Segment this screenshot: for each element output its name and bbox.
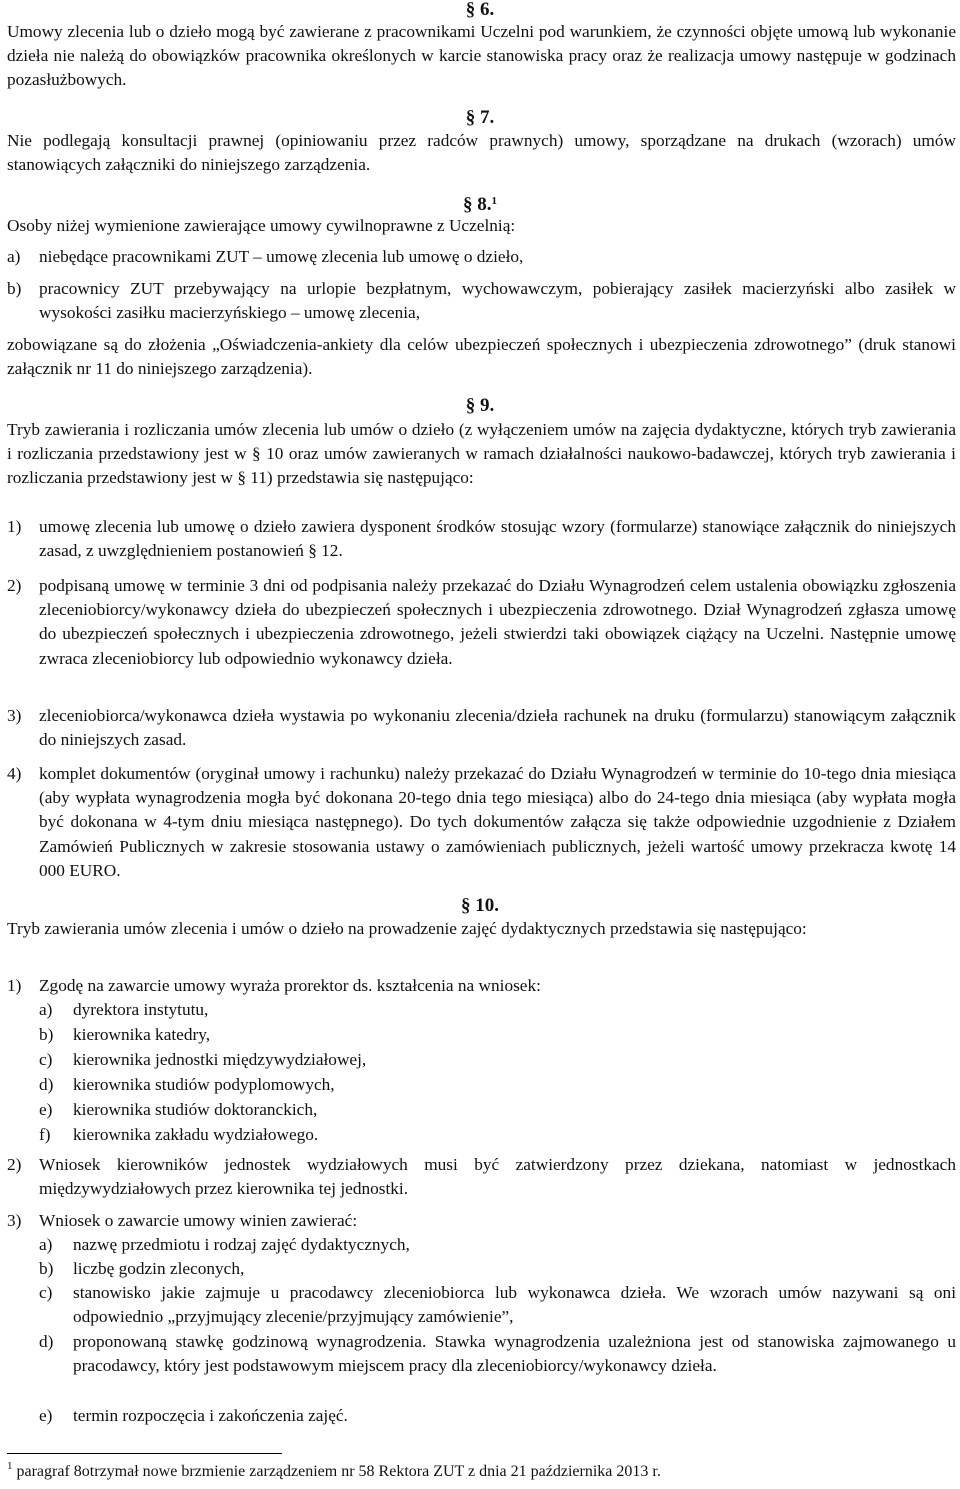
sub-item-a	[39, 1233, 956, 1257]
list-label: c)	[39, 1050, 53, 1069]
sub-item-d	[39, 1330, 956, 1378]
list-label: b)	[7, 279, 22, 298]
sub-item-f	[39, 1123, 956, 1147]
sub-item-b	[39, 1023, 956, 1047]
list-label: 3)	[7, 706, 22, 725]
list-label: e)	[39, 1100, 53, 1119]
list-label: a)	[39, 1000, 53, 1019]
section-9-item-2	[7, 574, 956, 671]
list-label: 3)	[7, 1211, 22, 1230]
list-item-text: nazwę przedmiotu i rodzaj zajęć dydaktycznych,	[73, 1235, 410, 1254]
list-item-text: podpisaną umowę w terminie 3 dni od podpisania należy przekazać do Działu Wynagrodzeń celem ustalenia obowiązku zgłoszenia zleceniobiorcy/wykonawcy dzieła do ubezpieczeń społecznych i ubezpieczenia zdrowotnego. Dział Wynagrodzeń zgłasza umowę do ubezpieczeń społecznych i ubezpieczenia zdrowotnego, jeżeli stwierdzi taki obowiązek ciążący na Uczelni. Następnie umowę zwraca zleceniobiorcy lub odpowiednio wykonawcy dzieła.	[39, 576, 956, 668]
list-item-text: kierownika zakładu wydziałowego.	[73, 1125, 319, 1144]
list-label: d)	[39, 1075, 54, 1094]
list-label: 4)	[7, 764, 22, 783]
section-6-heading: § 6.	[465, 0, 495, 20]
sub-item-c	[39, 1048, 956, 1072]
section-9-intro: Tryb zawierania i rozliczania umów zlecenia lub umów o dzieło (z wyłączeniem umów na zajęcia dydaktyczne, których tryb zawierania i rozliczania przedstawiony jest w § 10 oraz umów zawieranych w ramach działalności naukowo-badawczej, których tryb zawierania i rozliczania przedstawiony jest w § 11) przedstawia się następująco:	[7, 420, 956, 488]
section-8-item-a	[7, 245, 956, 269]
sub-item-c	[39, 1281, 956, 1329]
section-10-item-1	[7, 974, 956, 998]
list-item-text: pracownicy ZUT przebywający na urlopie bezpłatnym, wychowawczym, pobierający zasiłek macierzyński albo zasiłek w wysokości zasiłku macierzyńskiego – umowę zlecenia,	[39, 279, 956, 323]
list-label: b)	[39, 1259, 54, 1278]
list-item-text: liczbę godzin zleconych,	[73, 1259, 245, 1278]
list-label: 2)	[7, 576, 22, 595]
list-item-text: kierownika katedry,	[73, 1025, 211, 1044]
section-10-item-2	[7, 1153, 956, 1201]
section-6-text: Umowy zlecenia lub o dzieło mogą być zawierane z pracownikami Uczelni pod warunkiem, że czynności objęte umową lub wykonanie dzieła nie należą do obowiązków pracownika określonych w karcie stanowiska pracy oraz że realizacja umowy następuje w godzinach pozasłużbowych.	[7, 22, 956, 90]
list-item-text: termin rozpoczęcia i zakończenia zajęć.	[73, 1406, 348, 1425]
list-label: a)	[7, 247, 21, 266]
section-7-heading: § 7.	[465, 107, 495, 128]
list-item-text: komplet dokumentów (oryginał umowy i rachunku) należy przekazać do Działu Wynagrodzeń w terminie do 10-tego dnia miesiąca (aby wypłata wynagrodzenia mogła być dokonana 20-tego dnia tego miesiąca) albo do 24-tego dnia miesiąca (aby wypłata mogła być dokonana w 4-tym dniu miesiąca następnego). Do tych dokumentów załącza się także odpowiednie uzgodnienie z Działem Zamówień Publicznych w zakresie stosowania ustawy o zamówieniach publicznych, jeżeli wartość umowy przekracza kwotę 14 000 EURO.	[39, 764, 956, 880]
list-label: 2)	[7, 1155, 22, 1174]
list-label: a)	[39, 1235, 53, 1254]
footnote-reference: 1	[491, 195, 497, 207]
list-label: 1)	[7, 517, 22, 536]
list-item-text: kierownika studiów podyplomowych,	[73, 1075, 335, 1094]
section-8-number: § 8.	[463, 194, 492, 215]
sub-item-e	[39, 1098, 956, 1122]
footnote-text: paragraf 8otrzymał nowe brzmienie zarządzeniem nr 58 Rektora ZUT z dnia 21 października 2013 r.	[16, 1463, 661, 1480]
list-item-text: Wniosek kierowników jednostek wydziałowych musi być zatwierdzony przez dziekana, natomiast w jednostkach międzywydziałowych przez kierownika tej jednostki.	[39, 1155, 956, 1199]
sub-item-d	[39, 1073, 956, 1097]
section-8-item-b	[7, 277, 956, 325]
sub-item-a	[39, 998, 956, 1022]
list-item-text: dyrektora instytutu,	[73, 1000, 209, 1019]
section-7-text: Nie podlegają konsultacji prawnej (opiniowaniu przez radców prawnych) umowy, sporządzane na drukach (wzorach) umów stanowiących załączniki do niniejszego zarządzenia.	[7, 131, 956, 175]
list-item-text: kierownika studiów doktoranckich,	[73, 1100, 318, 1119]
section-10-heading: § 10.	[461, 895, 499, 916]
sub-item-b	[39, 1257, 956, 1281]
list-label: c)	[39, 1283, 53, 1302]
section-10-item-3	[7, 1209, 956, 1233]
list-label: e)	[39, 1406, 53, 1425]
list-label: 1)	[7, 976, 22, 995]
footnote-separator	[7, 1453, 282, 1454]
list-item-text: niebędące pracownikami ZUT – umowę zlecenia lub umowę o dzieło,	[39, 247, 524, 266]
list-item-text: zleceniobiorca/wykonawca dzieła wystawia po wykonaniu zlecenia/dzieła rachunek na druku (formularzu) stanowiącym załącznik do niniejszych zasad.	[39, 706, 956, 750]
sub-item-e	[39, 1404, 956, 1428]
footnote	[7, 1460, 956, 1484]
section-9-item-3	[7, 704, 956, 752]
section-9-item-4	[7, 762, 956, 883]
section-8-closing: zobowiązane są do złożenia „Oświadczenia-ankiety dla celów ubezpieczeń społecznych i ubezpieczenia zdrowotnego” (druk stanowi załącznik nr 11 do niniejszego zarządzenia).	[7, 335, 956, 379]
list-item-text: kierownika jednostki międzywydziałowej,	[73, 1050, 367, 1069]
list-item-text: proponowaną stawkę godzinową wynagrodzenia. Stawka wynagrodzenia uzależniona jest od stanowiska zajmowanego u pracodawcy, który jest podstawowym miejscem pracy dla zleceniobiorcy/wykonawcy dzieła.	[73, 1332, 956, 1376]
section-8-intro: Osoby niżej wymienione zawierające umowy cywilnoprawne z Uczelnią:	[7, 216, 516, 235]
list-item-text: Zgodę na zawarcie umowy wyraża prorektor ds. kształcenia na wniosek:	[39, 976, 541, 995]
list-item-text: umowę zlecenia lub umowę o dzieło zawiera dysponent środków stosując wzory (formularze) stanowiące załącznik do niniejszych zasad, z uwzględnieniem postanowień § 12.	[39, 517, 956, 561]
list-item-text: stanowisko jakie zajmuje u pracodawcy zleceniobiorca lub wykonawca dzieła. We wzorach umów nazywani są oni odpowiednio „przyjmujący zlecenie/przyjmujący zamówienie”,	[73, 1283, 956, 1327]
list-label: f)	[39, 1125, 51, 1144]
section-10-intro: Tryb zawierania umów zlecenia i umów o dzieło na prowadzenie zajęć dydaktycznych przedstawia się następująco:	[7, 919, 807, 938]
list-label: d)	[39, 1332, 54, 1351]
list-label: b)	[39, 1025, 54, 1044]
list-item-text: Wniosek o zawarcie umowy winien zawierać:	[39, 1211, 358, 1230]
footnote-mark: 1	[7, 1460, 13, 1472]
section-9-item-1	[7, 515, 956, 563]
section-9-heading: § 9.	[465, 395, 495, 416]
